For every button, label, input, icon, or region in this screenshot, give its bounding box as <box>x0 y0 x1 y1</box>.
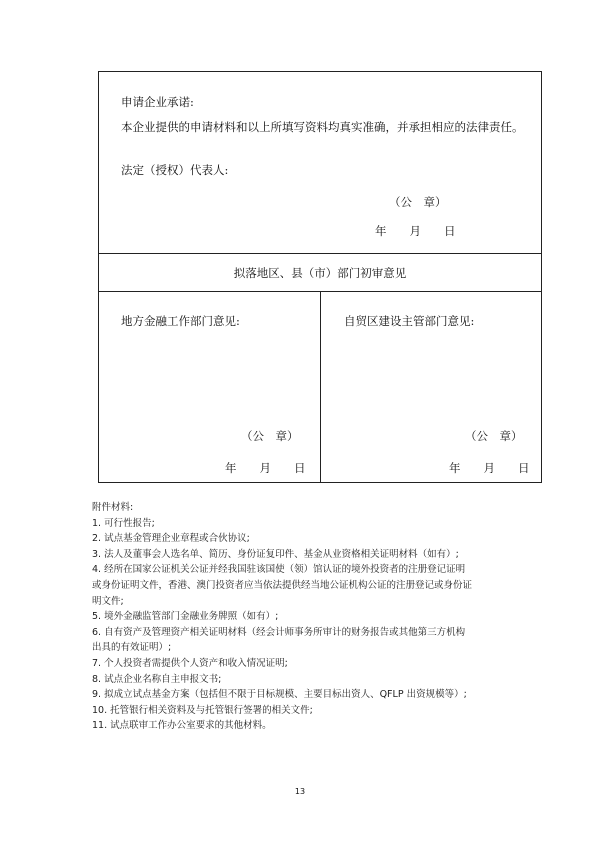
commitment-date: 年 月 日 <box>375 224 456 238</box>
list-item: 11. 试点联审工作办公室要求的其他材料。 <box>92 720 272 732</box>
column-divider <box>320 291 321 482</box>
list-item: 5. 境外金融监管部门金融业务牌照（如有）; <box>92 611 279 623</box>
commitment-heading: 申请企业承诺: <box>121 95 194 109</box>
list-item: 7. 个人投资者需提供个人资产和收入情况证明; <box>92 657 288 669</box>
local-finance-seal: （公 章） <box>241 429 299 443</box>
list-item: 10. 托管银行相关资料及与托管银行签署的相关文件; <box>92 704 313 716</box>
local-finance-dept-label: 地方金融工作部门意见: <box>121 314 240 328</box>
commitment-statement: 本企业提供的申请材料和以上所填写资料均真实准确，并承担相应的法律责任。 <box>121 120 524 134</box>
ftz-dept-seal: （公 章） <box>465 429 523 443</box>
attachments-title: 附件材料: <box>92 502 134 513</box>
ftz-dept-date: 年 月 日 <box>449 461 530 475</box>
list-item: 明文件; <box>92 595 124 607</box>
page-number: 13 <box>294 787 306 796</box>
list-item: 8. 试点企业名称自主申报文书; <box>92 673 222 685</box>
list-item: 出具的有效证明）; <box>92 642 172 654</box>
list-item: 1. 可行性报告; <box>92 517 155 529</box>
legal-representative-label: 法定（授权）代表人: <box>121 163 229 177</box>
list-item: 或身份证明文件，香港、澳门投资者应当依法提供经当地公证机构公证的注册登记或身份证 <box>92 579 473 591</box>
section-title: 拟落地区、县（市）部门初审意见 <box>233 266 407 280</box>
list-item: 2. 试点基金管理企业章程或合伙协议; <box>92 533 250 545</box>
commitment-seal: （公 章） <box>389 195 447 209</box>
application-form-table <box>98 71 542 483</box>
list-item: 3. 法人及董事会人选名单、简历、身份证复印件、基金从业资格相关证明材料（如有）; <box>92 548 459 560</box>
ftz-dept-label: 自贸区建设主管部门意见: <box>344 314 475 328</box>
attachments-list <box>92 500 522 734</box>
list-item: 4. 经所在国家公证机关公证并经我国驻该国使（领）馆认证的境外投资者的注册登记证明 <box>92 564 466 576</box>
row-divider <box>99 253 541 254</box>
list-item: 6. 自有资产及管理资产相关证明材料（经会计师事务所审计的财务报告或其他第三方机构 <box>92 626 466 638</box>
list-item: 9. 拟成立试点基金方案（包括但不限于目标规模、主要目标出资人、QFLP 出资规模等）; <box>92 689 467 701</box>
local-finance-date: 年 月 日 <box>225 461 306 475</box>
